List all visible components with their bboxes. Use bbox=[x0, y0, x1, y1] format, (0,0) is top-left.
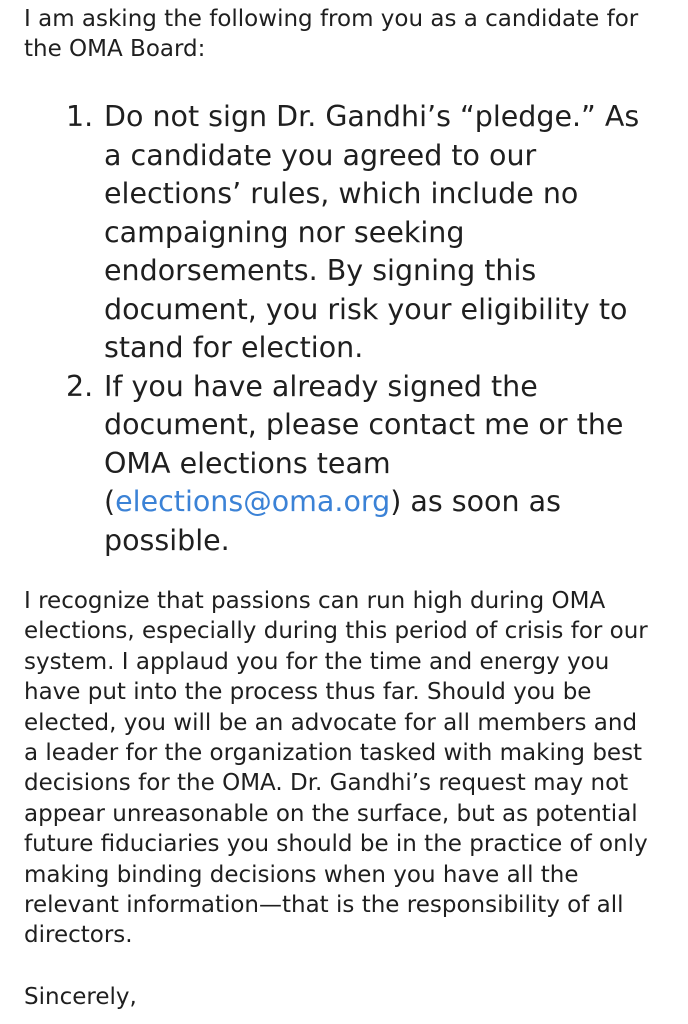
request-number: 1. bbox=[66, 100, 94, 133]
paragraph-line: elected, you will be an advocate for all members and bbox=[24, 709, 638, 736]
request-item-2 bbox=[62, 368, 662, 561]
request-line: a candidate you agreed to our bbox=[104, 138, 537, 172]
request-line: document, you risk your eligibility to bbox=[104, 292, 628, 326]
paragraph-line: directors. bbox=[24, 922, 133, 949]
request-line: OMA elections team bbox=[104, 446, 391, 480]
elections-email-link[interactable]: elections@oma.org bbox=[115, 485, 391, 518]
request-line: campaigning nor seeking bbox=[104, 215, 465, 249]
request-line: endorsements. By signing this bbox=[104, 254, 537, 287]
paragraph-line: decisions for the OMA. Dr. Gandhi’s request may not bbox=[24, 770, 629, 797]
paragraph-line: a leader for the organization tasked with making best bbox=[24, 740, 643, 767]
paragraph-line: system. I applaud you for the time and energy you bbox=[24, 648, 610, 675]
request-line: stand for election. bbox=[104, 331, 364, 364]
intro-line: I am asking the following from you as a candidate for bbox=[24, 6, 639, 32]
request-line: Do not sign Dr. Gandhi’s “pledge.” As bbox=[104, 100, 640, 133]
paragraph-line: I recognize that passions can run high during OMA bbox=[24, 588, 606, 614]
paragraph-line: appear unreasonable on the surface, but as potential bbox=[24, 800, 638, 827]
request-number: 2. bbox=[66, 369, 94, 403]
signoff-text: Sincerely, bbox=[24, 984, 137, 1010]
request-line: If you have already signed the bbox=[104, 369, 538, 403]
paragraph-line: future fiduciaries you should be in the practice of only bbox=[24, 831, 648, 858]
request-line: document, please contact me or the bbox=[104, 408, 624, 441]
request-line: possible. bbox=[104, 523, 230, 557]
intro-line: the OMA Board: bbox=[24, 36, 206, 62]
paragraph-line: making binding decisions when you have all the bbox=[24, 861, 579, 888]
paragraph-line: relevant information—that is the responsibility of all bbox=[24, 892, 624, 919]
request-list bbox=[62, 98, 662, 560]
intro-text bbox=[24, 4, 674, 64]
email-open-paren: ( bbox=[104, 485, 116, 518]
request-item-1 bbox=[62, 98, 662, 368]
paragraph-line: have put into the process thus far. Should you be bbox=[24, 679, 592, 706]
email-close-text: ) as soon as bbox=[390, 485, 561, 518]
request-line: elections’ rules, which include no bbox=[104, 177, 579, 210]
paragraph-line: elections, especially during this period of crisis for our bbox=[24, 618, 648, 645]
body-paragraph bbox=[24, 586, 679, 951]
